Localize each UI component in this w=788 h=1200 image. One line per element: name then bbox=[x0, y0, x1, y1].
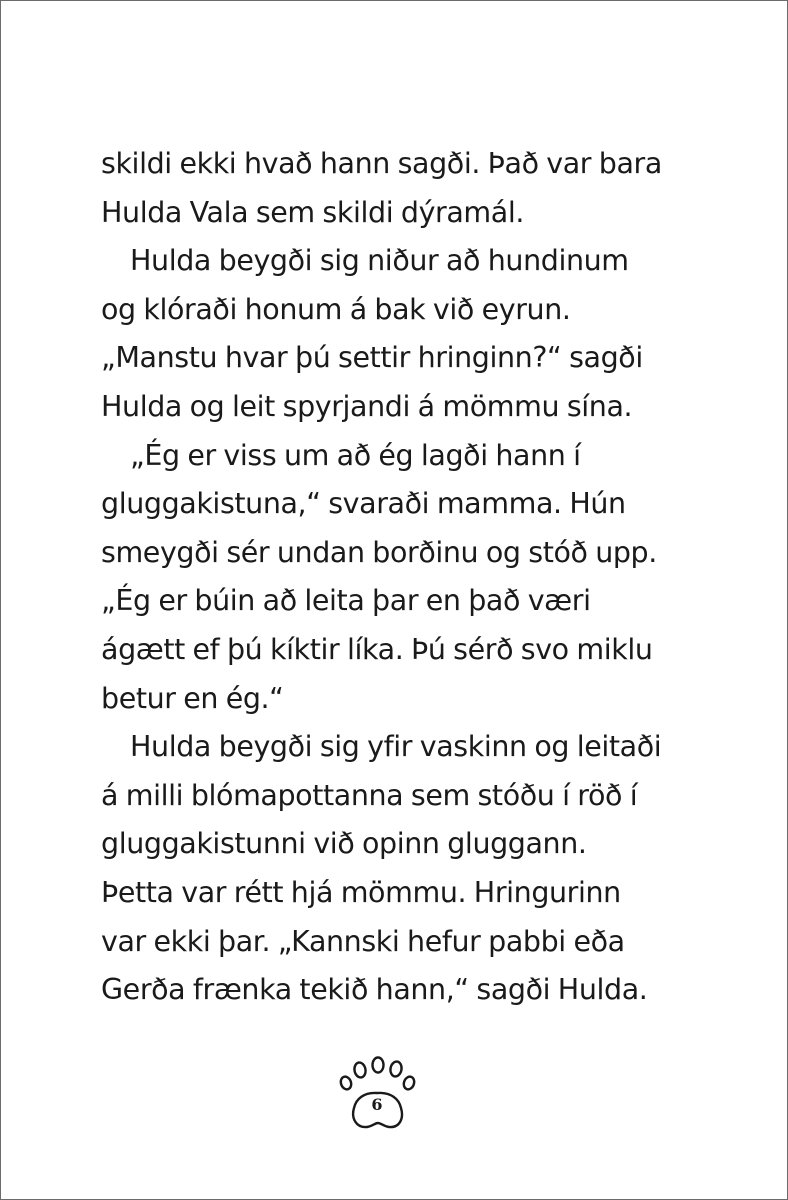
text-line: Hulda beygði sig yfir vaskinn og leitaði bbox=[130, 730, 662, 764]
text-line: Gerða frænka tekið hann,“ sagði Hulda. bbox=[101, 973, 648, 1007]
text-line: skildi ekki hvað hann sagði. Það var bara bbox=[101, 147, 662, 180]
text-line: gluggakistunni við opinn gluggann. bbox=[101, 827, 587, 861]
text-line: „Manstu hvar þú settir hringinn?“ sagði bbox=[101, 341, 643, 375]
text-line: og klóraði honum á bak við eyrun. bbox=[101, 292, 571, 326]
text-line: ágætt ef þú kíktir líka. Þú sérð svo miklu bbox=[101, 632, 653, 666]
paw-print-icon bbox=[337, 1053, 421, 1133]
text-line: „Ég er viss um að ég lagði hann í bbox=[130, 438, 581, 472]
page-number: 6 bbox=[371, 1095, 383, 1114]
text-line: smeygði sér undan borðinu og stóð upp. bbox=[101, 535, 657, 569]
text-line: Hulda Vala sem skildi dýramál. bbox=[101, 195, 525, 229]
text-line: á milli blómapottanna sem stóðu í röð í bbox=[101, 778, 638, 812]
text-line: betur en ég.“ bbox=[101, 681, 284, 715]
text-line: Hulda og leit spyrjandi á mömmu sína. bbox=[101, 389, 633, 423]
body-text bbox=[101, 140, 681, 1015]
text-line: „Ég er búin að leita þar en það væri bbox=[101, 584, 591, 618]
text-line: var ekki þar. „Kannski hefur pabbi eða bbox=[101, 924, 625, 958]
text-line: Hulda beygði sig niður að hundinum bbox=[130, 244, 629, 278]
text-line: Þetta var rétt hjá mömmu. Hringurinn bbox=[101, 875, 621, 909]
page-number-badge bbox=[337, 1053, 421, 1133]
text-line: gluggakistuna,“ svaraði mamma. Hún bbox=[101, 487, 626, 521]
